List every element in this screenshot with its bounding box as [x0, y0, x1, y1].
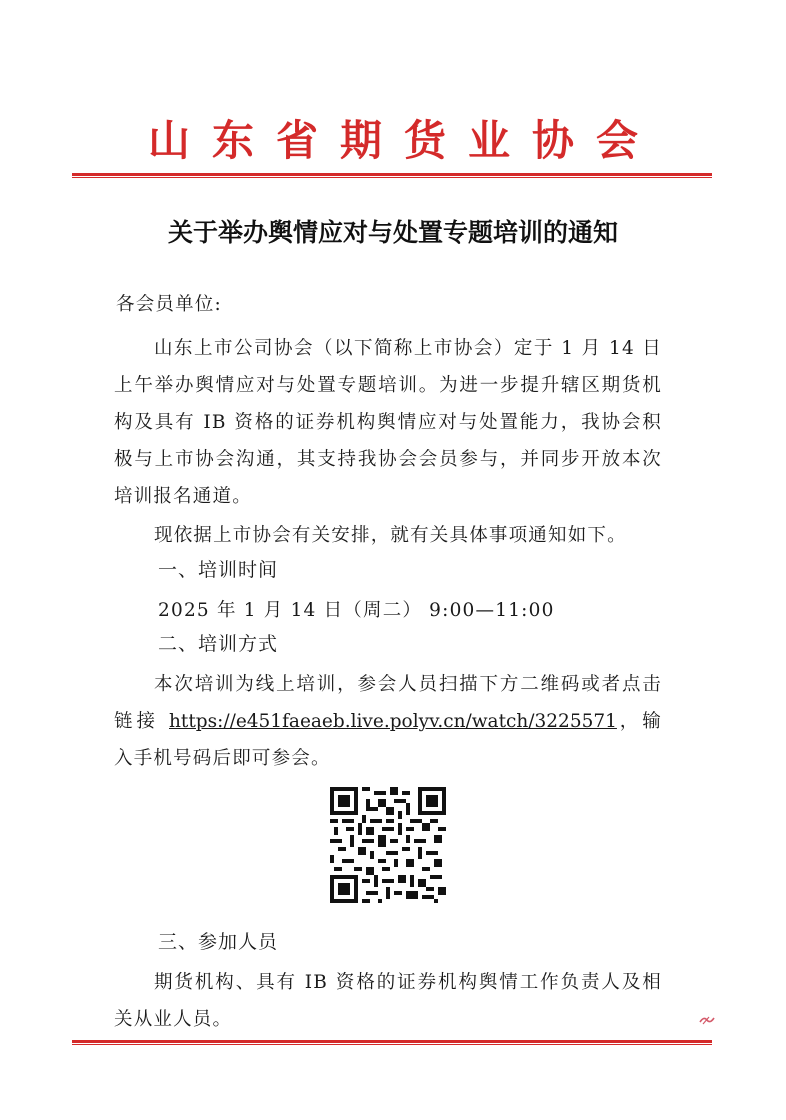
section-time-heading: 一、培训时间	[158, 559, 279, 581]
intro-paragraph: 山东上市公司协会（以下简称上市协会）定于 1 月 14 日上午举办舆情应对与处置专题培训。为进一步提升辖区期货机构及具有 IB 资格的证券机构舆情应对与处置能力，我协会积极与上市协会沟通，其支持我协会会员参与，并同步开放本次培训报名通道。	[114, 338, 662, 507]
arrangement-paragraph: 现依据上市协会有关安排，就有关具体事项通知如下。	[154, 525, 627, 546]
watch-link[interactable]: https://e451faeaeb.live.polyv.cn/watch/3225571	[169, 711, 617, 732]
footer-divider	[72, 1040, 712, 1045]
qr-code-icon[interactable]	[330, 787, 446, 903]
attendees-paragraph: 期货机构、具有 IB 资格的证券机构舆情工作负责人及相关从业人员。	[114, 972, 662, 1030]
org-name: 山东省期货业协会	[147, 116, 660, 165]
section-attendees-heading: 三、参加人员	[158, 931, 279, 953]
salutation: 各会员单位:	[116, 294, 222, 315]
method-text-after: ，输入手机号码后即可参会。	[114, 711, 662, 769]
header-divider	[72, 173, 712, 178]
training-time: 2025 年 1 月 14 日（周二） 9:00—11:00	[158, 600, 555, 621]
section-method-heading: 二、培训方式	[158, 633, 279, 655]
seal-mark-icon	[698, 1012, 716, 1026]
method-text-before: 本次培训为线上培训，参会人员扫描下方二维码或者点击链接	[114, 674, 662, 732]
notice-title: 关于举办舆情应对与处置专题培训的通知	[167, 218, 618, 247]
method-paragraph	[114, 666, 662, 777]
